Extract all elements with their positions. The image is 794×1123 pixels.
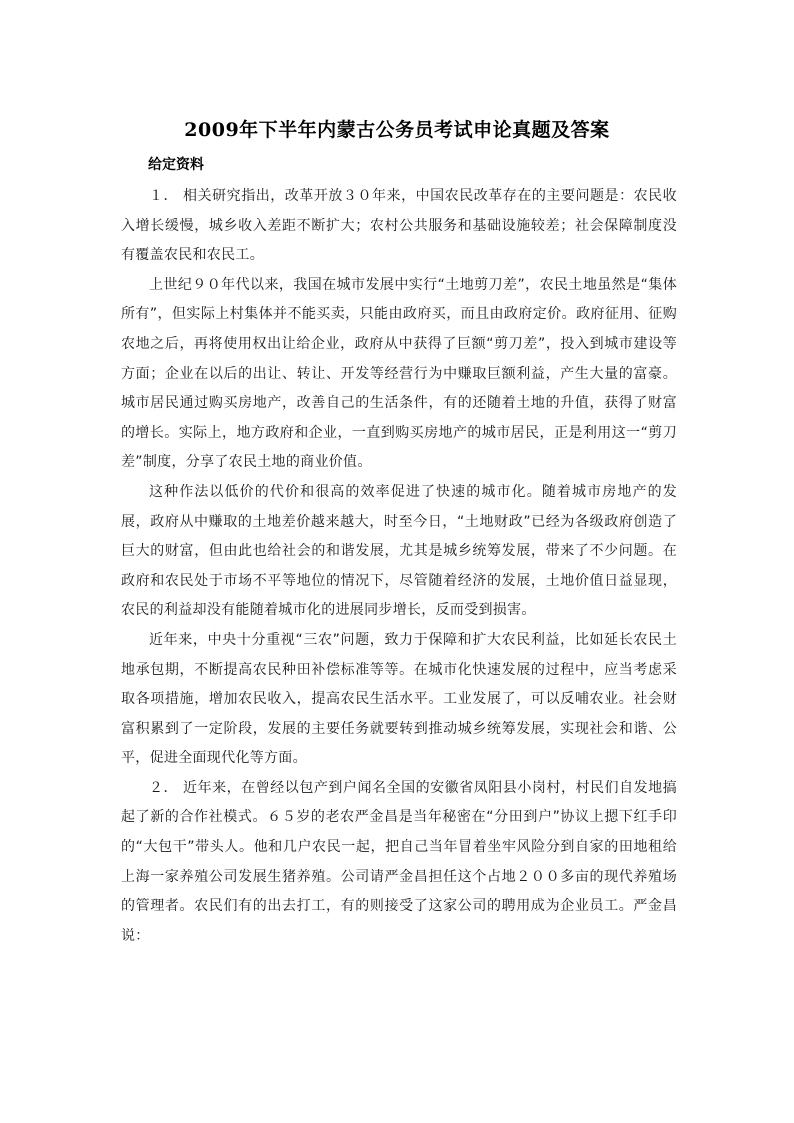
paragraph: 这种作法以低价的代价和很高的效率促进了快速的城市化。随着城市房地产的发展，政府从中赚取的土地差价越来越大，时至今日，“土地财政”已经为各级政府创造了巨大的财富，但由此也给社会的和谐发展，尤其是城乡统筹发展，带来了不少问题。在政府和农民处于市场不平等地位的情况下，尽管随着经济的发展，土地价值日益显现，农民的利益却没有能随着城市化的进展同步增长，反而受到损害。 bbox=[121, 483, 677, 619]
paragraph: 上世纪９０年代以来，我国在城市发展中实行“土地剪刀差”，农民土地虽然是“集体所有”，但实际上村集体并不能买卖，只能由政府买，而且由政府定价。政府征用、征购农地之后，再将使用权出让给企业，政府从中获得了巨额“剪刀差”，投入到城市建设等方面；企业在以后的出让、转让、开发等经营行为中赚取巨额利益，产生大量的富豪。城市居民通过购买房地产，改善自己的生活条件，有的还随着土地的升值，获得了财富的增长。实际上，地方政府和企业，一直到购买房地产的城市居民，正是利用这一“剪刀差”制度，分享了农民土地的商业价值。 bbox=[121, 276, 677, 471]
paragraph: ２． 近年来，在曾经以包产到户闻名全国的安徽省凤阳县小岗村，村民们自发地搞起了新的合作社模式。６５岁的老农严金昌是当年秘密在“分田到户”协议上摁下红手印的“大包干”带头人。他和几户农民一起，把自己当年冒着坐牢风险分到自家的田地租给上海一家养殖公司发展生猪养殖。公司请严金昌担任这个占地２００多亩的现代养殖场的管理者。农民们有的出去打工，有的则接受了这家公司的聘用成为企业员工。严金昌说： bbox=[121, 779, 677, 944]
document-title: 2009年下半年内蒙古公务员考试申论真题及答案 bbox=[184, 118, 610, 141]
document-body bbox=[121, 182, 677, 951]
paragraph: 近年来，中央十分重视“三农”问题，致力于保障和扩大农民利益，比如延长农民土地承包期，不断提高农民种田补偿标准等等。在城市化快速发展的过程中，应当考虑采取各项措施，增加农民收入，提高农民生活水平。工业发展了，可以反哺农业。社会财富积累到了一定阶段，发展的主要任务就要转到推动城乡统筹发展，实现社会和谐、公平，促进全面现代化等方面。 bbox=[121, 631, 677, 767]
section-heading: 给定资料 bbox=[148, 157, 204, 173]
paragraph: １． 相关研究指出，改革开放３０年来，中国农民改革存在的主要问题是：农民收入增长缓慢，城乡收入差距不断扩大；农村公共服务和基础设施较差；社会保障制度没有覆盖农民和农民工。 bbox=[121, 188, 677, 264]
